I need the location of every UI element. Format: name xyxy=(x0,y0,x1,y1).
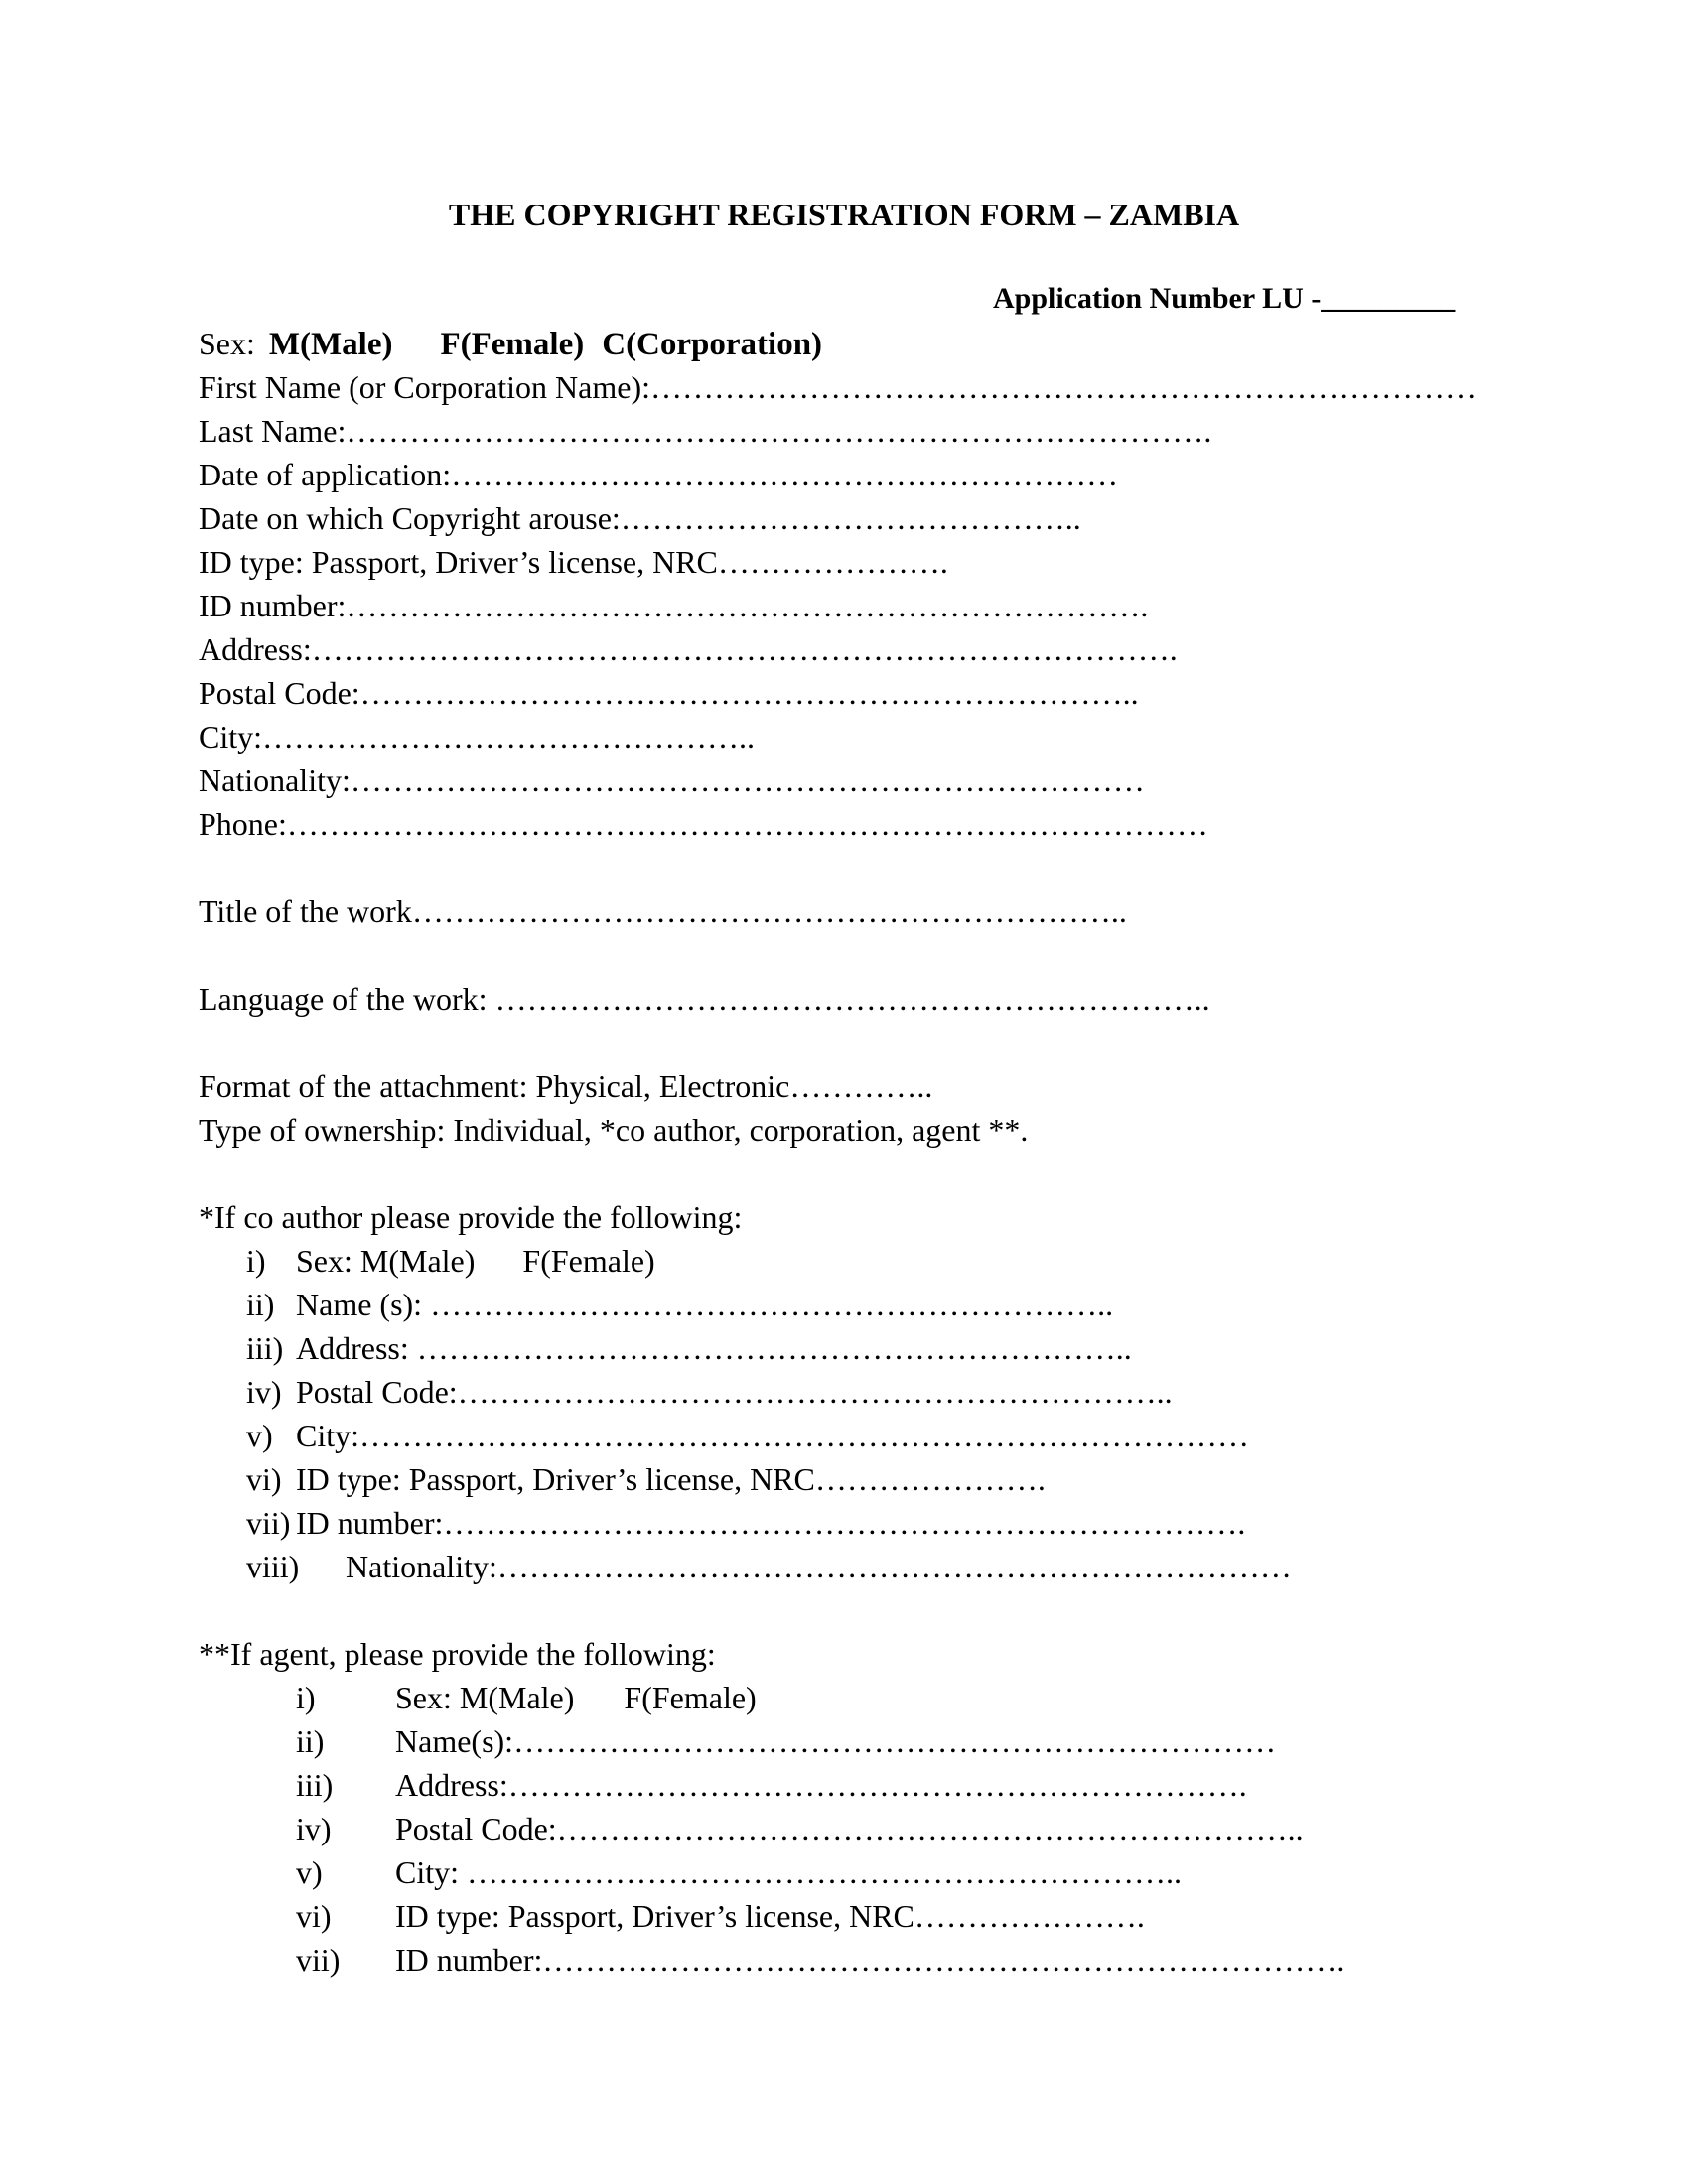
co-author-postal-code-field[interactable]: Postal Code:………………………………………………………….. xyxy=(296,1374,1173,1410)
work-title-field[interactable]: Title of the work………………………………………………………….. xyxy=(199,893,1127,929)
list-number: viii) xyxy=(246,1549,300,1584)
list-number: iv) xyxy=(246,1374,282,1410)
agent-id-type-field[interactable]: ID type: Passport, Driver’s license, NRC…………………. xyxy=(395,1898,1145,1934)
agent-city-field[interactable]: City: ………………………………………………………….. xyxy=(395,1854,1183,1890)
last-name-field[interactable]: Last Name:………………………………………………………………………. xyxy=(199,413,1212,449)
city-field[interactable]: City:……………………………………….. xyxy=(199,719,756,754)
co-author-nationality-field[interactable]: Nationality:………………………………………………………………… xyxy=(346,1549,1292,1584)
agent-id-number-field[interactable]: ID number:…………………………………………………………………. xyxy=(395,1942,1345,1978)
sex-option-female[interactable]: F(Female) xyxy=(440,327,585,362)
nationality-field[interactable]: Nationality:………………………………………………………………… xyxy=(199,762,1145,798)
first-name-field[interactable]: First Name (or Corporation Name):…………………………………………………………………… xyxy=(199,369,1477,405)
agent-sex-female[interactable]: F(Female) xyxy=(624,1680,757,1715)
address-field[interactable]: Address:………………………………………………………………………. xyxy=(199,631,1178,667)
sex-label: Sex: xyxy=(199,326,255,361)
phone-field[interactable]: Phone:…………………………………………………………………………… xyxy=(199,806,1208,842)
page-title: THE COPYRIGHT REGISTRATION FORM – ZAMBIA xyxy=(448,197,1240,232)
agent-name-field[interactable]: Name(s):……………………………………………………………… xyxy=(395,1723,1277,1759)
work-language-field[interactable]: Language of the work: ………………………………………………………….. xyxy=(199,981,1210,1017)
copyright-date-field[interactable]: Date on which Copyright arouse:…………………………………….. xyxy=(199,500,1081,536)
list-number: iv) xyxy=(296,1811,332,1846)
co-author-address-field[interactable]: Address: ………………………………………………………….. xyxy=(296,1330,1132,1366)
list-number: iii) xyxy=(246,1330,284,1366)
list-number: i) xyxy=(246,1243,266,1279)
list-number: ii) xyxy=(296,1723,325,1759)
list-number: v) xyxy=(246,1418,273,1453)
id-number-field[interactable]: ID number:…………………………………………………………………. xyxy=(199,588,1149,623)
list-number: iii) xyxy=(296,1767,334,1803)
co-author-sex-field[interactable] xyxy=(296,1241,655,1281)
postal-code-field[interactable]: Postal Code:……………………………………………………………….. xyxy=(199,675,1139,711)
applicant-sex-row xyxy=(199,324,822,364)
co-author-name-field[interactable]: Name (s): ……………………………………………………….. xyxy=(296,1287,1114,1322)
list-number: vi) xyxy=(296,1898,332,1934)
agent-address-field[interactable]: Address:……………………………………………………………. xyxy=(395,1767,1247,1803)
agent-sex-field[interactable] xyxy=(395,1678,757,1717)
attachment-format-field[interactable]: Format of the attachment: Physical, Electronic………….. xyxy=(199,1068,933,1104)
co-author-id-type-field[interactable]: ID type: Passport, Driver’s license, NRC…………………. xyxy=(296,1461,1046,1497)
list-number: ii) xyxy=(246,1287,275,1322)
list-number: vii) xyxy=(246,1505,291,1541)
list-number: vii) xyxy=(296,1942,341,1978)
co-author-sex-female[interactable]: F(Female) xyxy=(522,1243,655,1279)
agent-postal-code-field[interactable]: Postal Code:…………………………………………………………….. xyxy=(395,1811,1304,1846)
sex-option-male[interactable]: M(Male) xyxy=(268,327,393,362)
list-number: vi) xyxy=(246,1461,282,1497)
co-author-sex-text: Sex: M(Male) xyxy=(296,1243,476,1279)
list-number: i) xyxy=(296,1680,316,1715)
date-of-application-field[interactable]: Date of application:……………………………………………………… xyxy=(199,457,1119,492)
co-author-id-number-field[interactable]: ID number:…………………………………………………………………. xyxy=(296,1505,1246,1541)
agent-heading: **If agent, please provide the following: xyxy=(199,1636,716,1672)
ownership-type-field[interactable]: Type of ownership: Individual, *co author, corporation, agent **. xyxy=(199,1112,1029,1148)
application-number-field[interactable]: Application Number LU -_________ xyxy=(993,282,1456,315)
list-number: v) xyxy=(296,1854,323,1890)
id-type-field[interactable]: ID type: Passport, Driver’s license, NRC…………………. xyxy=(199,544,948,580)
co-author-city-field[interactable]: City:………………………………………………………………………… xyxy=(296,1418,1250,1453)
co-author-heading: *If co author please provide the following: xyxy=(199,1199,743,1235)
sex-option-corporation[interactable]: C(Corporation) xyxy=(602,327,823,362)
agent-sex-text: Sex: M(Male) xyxy=(395,1680,575,1715)
